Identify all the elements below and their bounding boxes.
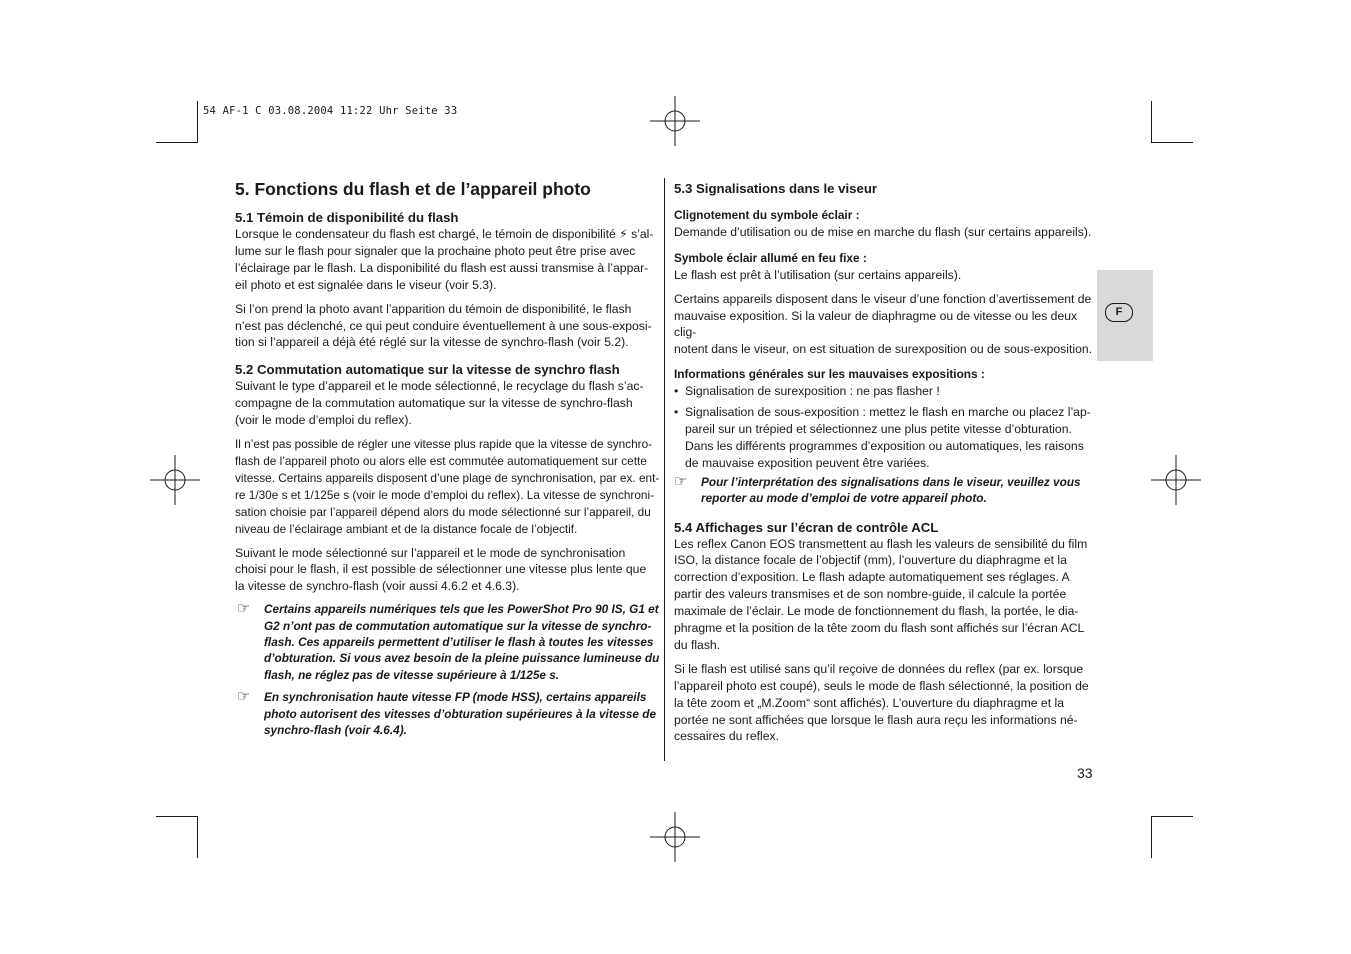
crop-mark <box>156 142 197 143</box>
print-header-stamp: 54 AF-1 C 03.08.2004 11:22 Uhr Seite 33 <box>203 105 458 117</box>
section-5-4-paragraph-2: Si le flash est utilisé sans qu’il reçoive de données du reflex (par ex. lorsque l’appareil photo est coupé), seuls le mode de flash sélectionné, la position de la tête zoom et „M.Zoom“ sont affichés). L’ouverture du diaphragme et la portée ne sont affichées que lorsque le flash aura reçu les informations né- cessaires du reflex. <box>674 661 1089 744</box>
steady-symbol-text: Le flash est prêt à l’utilisation (sur certains appareils). <box>674 267 962 282</box>
section-5-2-paragraph-2: Il n’est pas possible de régler une vitesse plus rapide que la vitesse de synchro- flash de l’appareil photo ou alors elle est commutée automatiquement sur cette vitesse. Certains appareils disposent d’une plage de synchronisation, par ex. ent- re 1/30e s et 1/125e s (voir le mode d’emploi du reflex). La vitesse de synchroni- sation choisie par l’appareil dépend alors du mode sélectionné sur l’appareil, du niveau de l’éclairage ambiant et de la distance focale de l’objectif. <box>235 437 660 536</box>
section-5-2-paragraph-1: Suivant le type d’appareil et le mode sélectionné, le recyclage du flash s’ac- compagne de la commutation automatique sur la vitesse de synchro-flash (voir le mode d’emploi du reflex). <box>235 379 644 428</box>
pointing-hand-icon: ☞ <box>237 688 251 706</box>
registration-mark <box>650 96 700 146</box>
page-number: 33 <box>1077 765 1093 781</box>
bullet-underexposure: • Signalisation de sous-exposition : mettez le flash en marche ou placez l’ap- pareil sur un trépied et sélectionnez une plus petite vitesse d’obturation. Dans les différents programmes d’exposition ou automatiques, les raisons de mauvaise exposition peuvent être variées. <box>674 405 1091 470</box>
note-hss: ☞ En synchronisation haute vitesse FP (mode HSS), certains appareils photo autorisent des vitesses d’obturation supérieures à la vitesse de synchro-flash (voir 4.6.4). <box>237 688 657 738</box>
right-column <box>674 180 1099 745</box>
blink-symbol-label: Clignotement du symbole éclair : <box>674 208 860 222</box>
language-tab <box>1097 270 1153 361</box>
crop-mark <box>197 101 198 143</box>
registration-mark <box>650 812 700 862</box>
section-5-4-title: 5.4 Affichages sur l’écran de contrôle ACL <box>674 519 939 535</box>
crop-mark <box>156 816 197 817</box>
crop-mark <box>1152 816 1193 817</box>
left-column <box>235 209 660 738</box>
bullet-overexposure: • Signalisation de surexposition : ne pas flasher ! <box>674 384 940 399</box>
section-5-1-paragraph-2: Si l’on prend la photo avant l’apparition du témoin de disponibilité, le flash n’est pas déclenché, ce qui peut conduire éventuellement à une sous-exposi- tion si l’appareil a déjà été réglé sur la vitesse de synchro-flash (voir 5.2). <box>235 301 652 350</box>
exposure-warning-paragraph: Certains appareils disposent dans le viseur d’une fonction d’avertissement de mauvaise exposition. Si la valeur de diaphragme ou de vitesse ou les deux clig- notent dans le viseur, on est situation de surexposition ou de sous-exposition. <box>674 291 1093 357</box>
column-divider <box>664 178 665 761</box>
note-viewfinder: ☞ Pour l’interprétation des signalisations dans le viseur, veuillez vous reporter au mode d’emploi de votre appareil photo. <box>674 472 1081 506</box>
section-5-4-paragraph-1: Les reflex Canon EOS transmettent au flash les valeurs de sensibilité du film ISO, la distance focale de l’objectif (mm), l’ouverture du diaphragme et la correction d’exposition. Le flash adapte automatiquement ses réglages. A partir des valeurs transmises et de son nombre-guide, il calcule la portée maximale de l’éclair. Le mode de fonctionnement du flash, la portée, le dia- phragme et la position de la tête zoom du flash sont affichés sur l’écran ACL du flash. <box>674 536 1088 652</box>
language-badge: F <box>1105 303 1133 322</box>
chapter-title: 5. Fonctions du flash et de l’appareil photo <box>235 179 591 199</box>
section-5-1-title: 5.1 Témoin de disponibilité du flash <box>235 210 459 225</box>
pointing-hand-icon: ☞ <box>674 472 688 490</box>
section-5-2-title: 5.2 Commutation automatique sur la vitesse de synchro flash <box>235 362 620 378</box>
registration-mark <box>150 455 200 505</box>
section-5-1-paragraph-1: Lorsque le condensateur du flash est chargé, le témoin de disponibilité ⚡ s’al- lume sur le flash pour signaler que la prochaine photo peut être prise avec l’éclairage par le flash. La disponibilité du flash est aussi transmise à l’appar- eil photo et est signalée dans le viseur (voir 5.3). <box>235 227 654 292</box>
note-digital-cameras: ☞ Certains appareils numériques tels que les PowerShot Pro 90 IS, G1 et G2 n’ont pas de commutation automatique sur la vitesse de synchro- flash. Ces appareils permettent d’utiliser le flash à toutes les vitesses d’obturation. Si vous avez besoin de la pleine puissance lumineuse du flash, ne réglez pas de vitesse supérieure à 1/125e s. <box>237 600 660 682</box>
registration-mark <box>1151 455 1201 505</box>
crop-mark <box>1151 101 1152 143</box>
pointing-hand-icon: ☞ <box>237 600 251 618</box>
general-info-label: Informations générales sur les mauvaises expositions : <box>674 367 985 382</box>
blink-symbol-text: Demande d’utilisation ou de mise en marche du flash (sur certains appareils). <box>674 224 1092 239</box>
steady-symbol-label: Symbole éclair allumé en feu fixe : <box>674 250 867 265</box>
section-5-2-paragraph-3: Suivant le mode sélectionné sur l’appareil et le mode de synchronisation choisi pour le flash, il est possible de sélectionner une vitesse plus lente que la vitesse de synchro-flash (voir aussi 4.6.2 et 4.6.3). <box>235 545 647 594</box>
crop-mark <box>1152 142 1193 143</box>
crop-mark <box>197 816 198 858</box>
crop-mark <box>1151 816 1152 858</box>
section-5-3-title: 5.3 Signalisations dans le viseur <box>674 181 878 196</box>
